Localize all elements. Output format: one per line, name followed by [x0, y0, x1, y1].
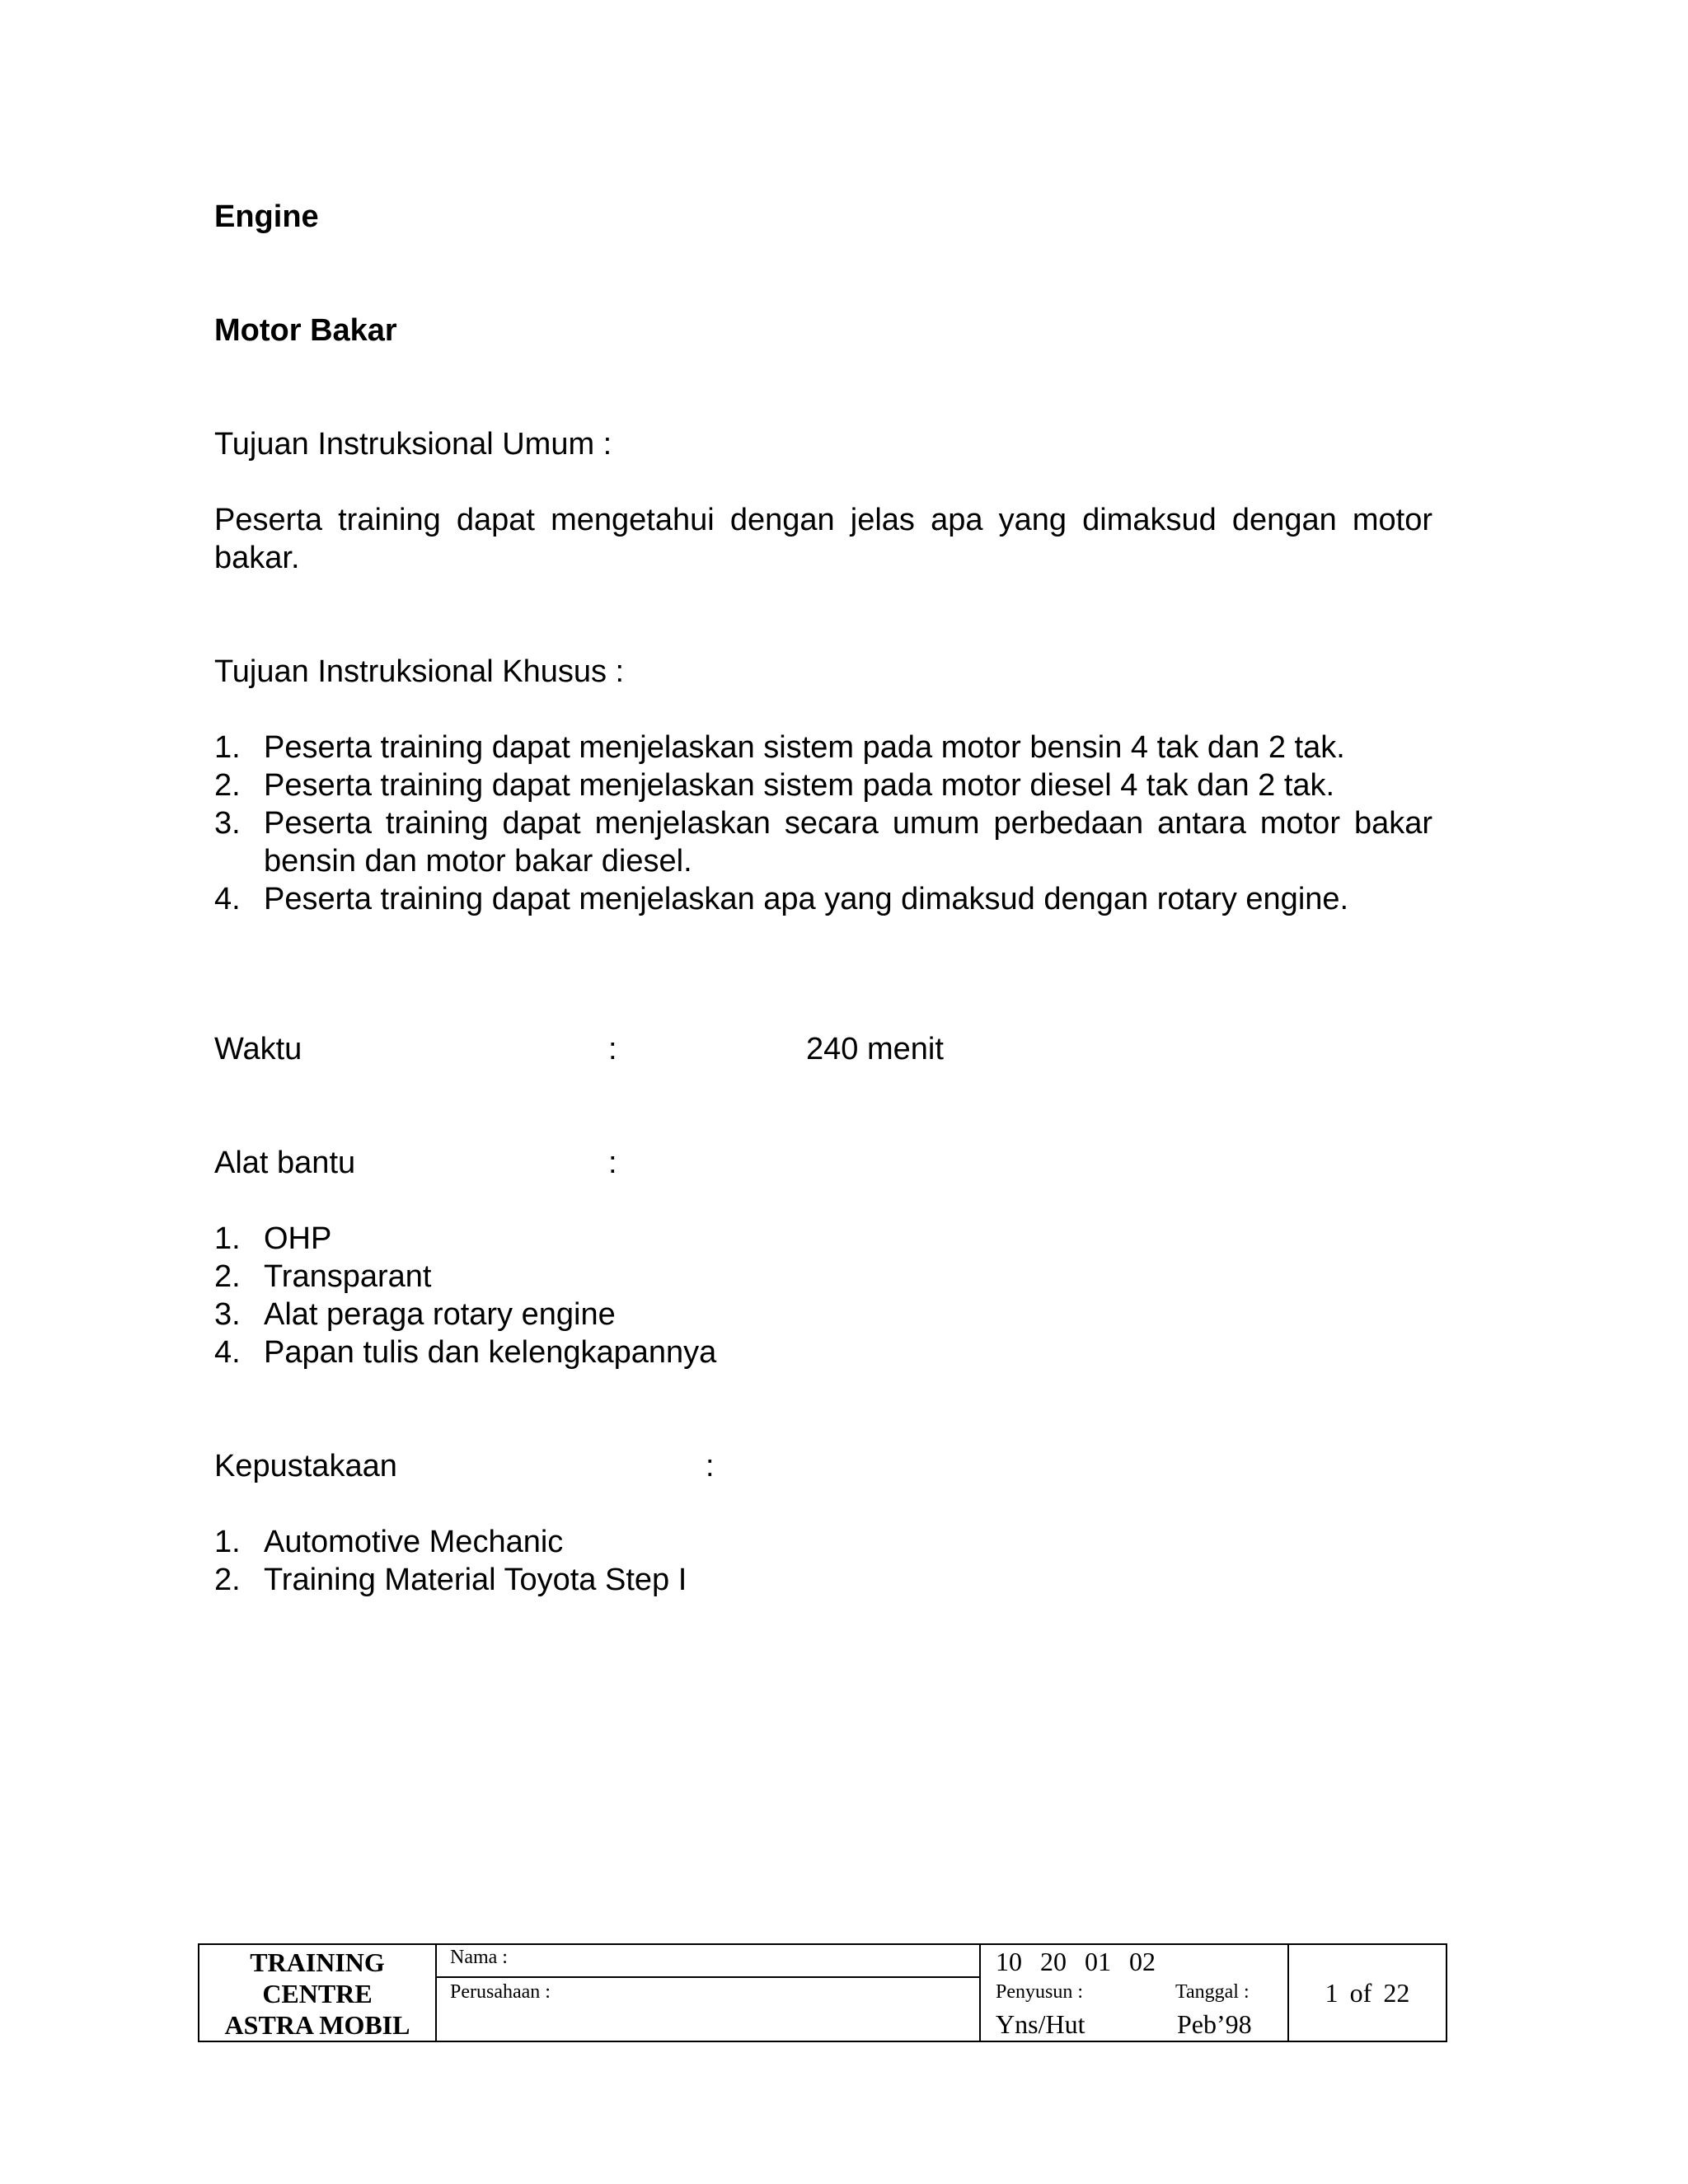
tik-list	[214, 729, 1432, 918]
list-item: 2. Training Material Toyota Step I	[214, 1563, 687, 1597]
document-code: 10 20 01 02	[996, 1947, 1156, 1976]
list-item-text: Transparant	[264, 1259, 432, 1294]
section-title: Motor Bakar	[214, 313, 397, 348]
list-item-text: Peserta training dapat menjelaskan sistem pada motor diesel 4 tak dan 2 tak.	[264, 768, 1335, 803]
list-item: 4. Peserta training dapat menjelaskan apa yang dimaksud dengan rotary engine.	[214, 882, 1349, 916]
list-item: 3. Peserta training dapat menjelaskan secara umum perbedaan antara motor bakar bensin dan motor bakar diesel.	[214, 806, 1432, 879]
document-title: Engine	[214, 199, 319, 234]
penyusun-value: Yns/Hut	[996, 2009, 1085, 2039]
footer-perusahaan-cell	[437, 1978, 981, 2041]
tiu-label: Tujuan Instruksional Umum :	[214, 427, 612, 462]
footer-code-cell	[981, 1945, 1289, 2041]
kepustakaan-label: Kepustakaan	[214, 1449, 397, 1483]
list-item: 1. OHP	[214, 1221, 332, 1256]
waktu-colon: :	[608, 1032, 617, 1066]
perusahaan-label: Perusahaan :	[450, 1981, 551, 2003]
tik-label: Tujuan Instruksional Khusus :	[214, 654, 625, 689]
kepustakaan-list	[214, 1523, 1432, 1599]
list-item-text: Alat peraga rotary engine	[264, 1297, 616, 1332]
waktu-label: Waktu	[214, 1032, 302, 1066]
nama-label: Nama :	[450, 1947, 508, 1968]
penyusun-label: Penyusun :	[996, 1981, 1084, 2003]
list-item-text: Peserta training dapat menjelaskan sistem pada motor bensin 4 tak dan 2 tak.	[264, 730, 1345, 765]
list-item: 3. Alat peraga rotary engine	[214, 1297, 616, 1332]
page-number: 1 of 22	[1325, 1978, 1410, 2008]
list-item: 1. Peserta training dapat menjelaskan sistem pada motor bensin 4 tak dan 2 tak.	[214, 730, 1345, 765]
list-item-text: Papan tulis dan kelengkapannya	[264, 1335, 717, 1370]
list-item: 2. Transparant	[214, 1259, 432, 1294]
org-line: TRAINING	[250, 1947, 385, 1977]
waktu-value: 240 menit	[806, 1032, 944, 1066]
org-line: ASTRA MOBIL	[224, 2010, 410, 2040]
footer-organization	[199, 1945, 437, 2041]
list-item-text: Automotive Mechanic	[264, 1525, 564, 1559]
footer-table	[198, 1943, 1447, 2042]
kepustakaan-colon: :	[706, 1449, 715, 1483]
tanggal-label: Tanggal :	[1175, 1981, 1250, 2003]
list-item-text: OHP	[264, 1221, 332, 1256]
list-item: 1. Automotive Mechanic	[214, 1525, 564, 1559]
org-line: CENTRE	[262, 1979, 373, 2008]
alat-bantu-label: Alat bantu	[214, 1146, 356, 1180]
list-item-text: Peserta training dapat menjelaskan apa yang dimaksud dengan rotary engine.	[264, 882, 1349, 916]
footer-nama-cell	[437, 1945, 981, 1978]
tanggal-value: Peb’98	[1177, 2009, 1252, 2039]
list-item: 2. Peserta training dapat menjelaskan sistem pada motor diesel 4 tak dan 2 tak.	[214, 768, 1335, 803]
list-item-text: Peserta training dapat menjelaskan secara umum perbedaan antara motor bakar bensin dan motor bakar diesel.	[264, 806, 1432, 879]
list-item: 4. Papan tulis dan kelengkapannya	[214, 1335, 717, 1370]
list-item-text: Training Material Toyota Step I	[264, 1563, 687, 1597]
tiu-text: Peserta training dapat mengetahui dengan jelas apa yang dimaksud dengan motor bakar.	[214, 503, 1432, 575]
alat-bantu-colon: :	[608, 1146, 617, 1180]
alat-bantu-list	[214, 1220, 1432, 1371]
